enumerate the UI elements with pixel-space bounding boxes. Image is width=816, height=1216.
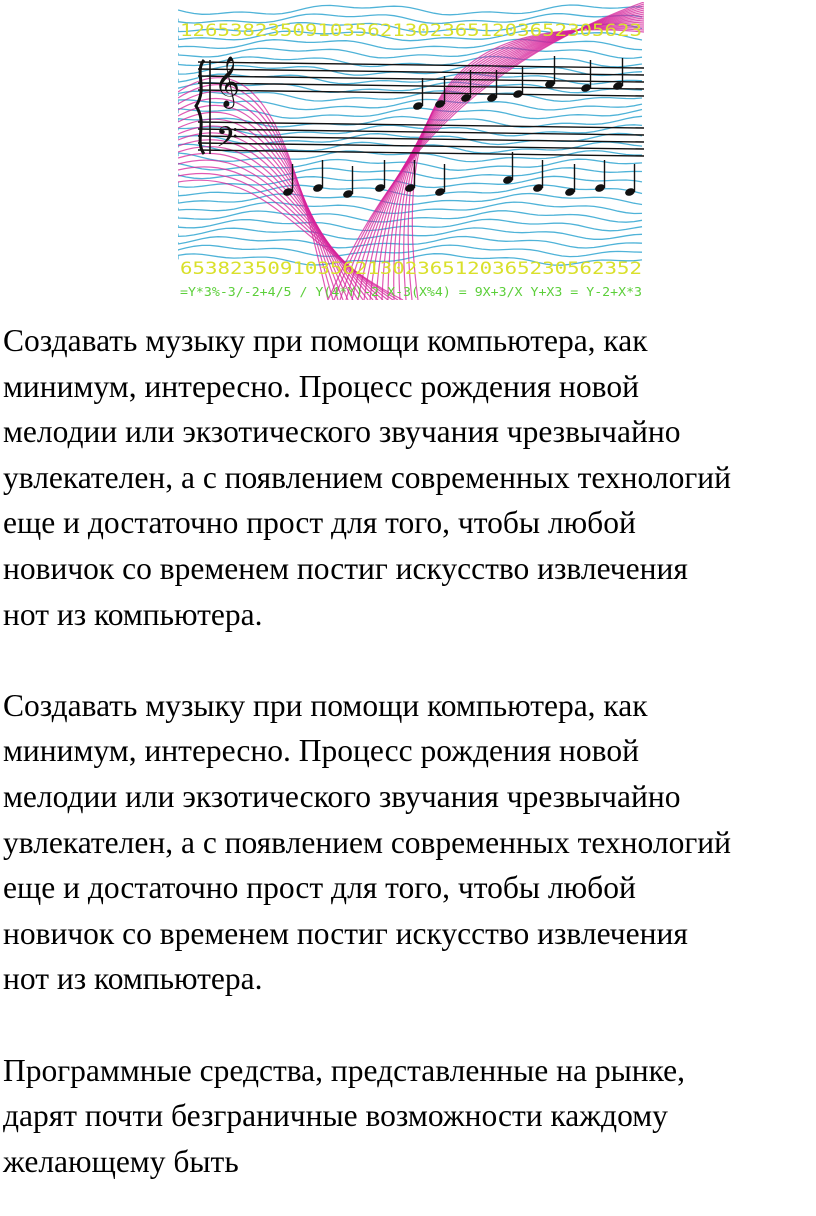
- note: [580, 60, 592, 93]
- formula-line: =Y*3%-3/-2+4/5 / Y(4*Y)-2 X-3(X%4) = 9X+3/X Y+X3 = Y-2+X*3: [180, 285, 642, 299]
- note: [544, 56, 556, 89]
- paragraph-2: Создавать музыку при помощи компьютера, как минимум, интересно. Процесс рождения новой мелодии или экзотического звучания чрезвычайно увлекателен, а с появлением современных технологий еще и достаточно прост для того, чтобы любой новичок со временем постиг искусство извлечения нот из компьютера.: [3, 687, 731, 997]
- note: [594, 160, 606, 193]
- note: [434, 164, 446, 197]
- note: [512, 66, 524, 99]
- note: [564, 164, 576, 197]
- wave-line: [178, 237, 642, 249]
- treble-staff: [198, 62, 644, 96]
- note: [374, 160, 386, 193]
- treble-clef-icon: 𝄞: [214, 56, 241, 107]
- wave-line: [178, 116, 642, 127]
- wave-line: [178, 228, 642, 239]
- sheet-music-illustration-icon: [178, 2, 644, 300]
- digits-bottom: 6538235091035621302365120365230562352: [180, 259, 642, 279]
- paragraph-1: Создавать музыку при помощи компьютера, как минимум, интересно. Процесс рождения новой мелодии или экзотического звучания чрезвычайно увлекателен, а с появлением современных технологий еще и достаточно прост для того, чтобы любой новичок со временем постиг искусство извлечения нот из компьютера.: [3, 323, 731, 632]
- note: [532, 160, 544, 193]
- bass-staff: [198, 122, 644, 156]
- wave-line: [178, 5, 642, 15]
- digits-top: 1265382350910356213023651203652305623: [180, 21, 642, 41]
- paragraph-3: Программные средства, представленные на рынке, дарят почти безграничные возможности каждому желающему быть: [3, 1052, 685, 1179]
- sheet-music-illustration: [178, 2, 644, 300]
- music-notation: [196, 56, 644, 199]
- article-text: [3, 318, 813, 1184]
- note: [502, 152, 514, 185]
- wave-lines: [178, 5, 642, 265]
- bass-clef-icon: 𝄢: [216, 121, 238, 161]
- wave-line: [178, 211, 642, 222]
